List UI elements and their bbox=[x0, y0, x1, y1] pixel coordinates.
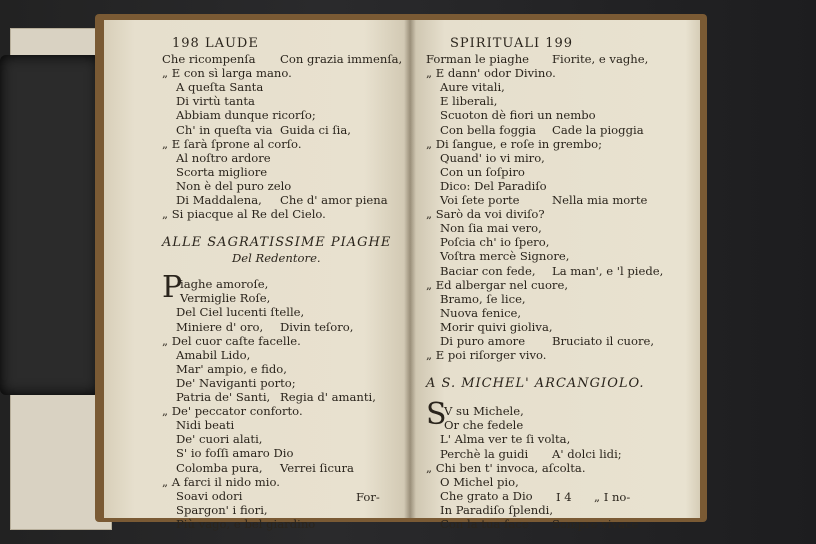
verse-line-right: Verrei ſicura bbox=[280, 460, 354, 475]
verse-line: Voi ſete porte bbox=[440, 193, 520, 207]
verse-line-right: Nella mia morte bbox=[552, 193, 648, 207]
verse-line-right: Guida ci ſia, bbox=[280, 122, 351, 137]
verse-line: De' cuori alati, bbox=[176, 432, 263, 447]
verse-line: „ Del cuor caſte facelle. bbox=[162, 333, 301, 348]
verse-line: Di virtù tanta bbox=[176, 94, 255, 109]
verse-line: Con un ſoſpiro bbox=[440, 164, 525, 179]
verse-line-right: Divin teſoro, bbox=[280, 319, 354, 334]
signature-mark: I 4 bbox=[556, 490, 572, 504]
verse-line: V su Michele, bbox=[444, 404, 524, 419]
verse-line: Nuova fenice, bbox=[440, 305, 522, 320]
verse-line: Mar' ampio, e fido, bbox=[176, 361, 287, 376]
verse-line: Bramo, ſe lice, bbox=[440, 291, 526, 306]
verse-line: Che ricompenſa bbox=[162, 52, 256, 66]
verse-line: Abbiam dunque ricorſo; bbox=[176, 108, 316, 123]
verse-line-right: Regia d' amanti, bbox=[280, 390, 376, 404]
verse-line: Patria de' Santi, bbox=[176, 390, 271, 404]
verse-line: „ De' peccator conforto. bbox=[162, 404, 303, 419]
verse-line: Perchè la guidi bbox=[440, 446, 529, 461]
verse-line: Poſcia ch' io ſpero, bbox=[440, 235, 550, 250]
verse-line-right: La man', e 'l piede, bbox=[552, 263, 664, 278]
verse-line: iaghe amoroſe, bbox=[180, 277, 269, 292]
verse-line: Voſtra mercè Signore, bbox=[440, 249, 570, 264]
verse-line: Morir quivi gioliva, bbox=[440, 319, 553, 334]
verse-line: Più vago, e bel giardino bbox=[176, 516, 316, 531]
verse-line: Che grato a Dio bbox=[440, 488, 533, 503]
verse-line: Dico: Del Paradiſo bbox=[440, 178, 547, 193]
verse-line: S' io foſſi amaro Dio bbox=[176, 446, 294, 461]
verse-line: Di puro amore bbox=[440, 334, 526, 348]
catchword: „ I no- bbox=[594, 490, 631, 504]
catchword: For- bbox=[356, 490, 380, 504]
verse-line: Non ſia mai vero, bbox=[440, 221, 542, 236]
verse-line-right: Sempre vivace bbox=[552, 517, 639, 531]
verse-line: „ A farci il nido mio. bbox=[162, 474, 280, 489]
verse-line: Scuoton dè fiori un nembo bbox=[440, 108, 596, 123]
verse-line: „ Sarò da voi diviſo? bbox=[426, 207, 545, 222]
verse-line: Amabil Lido, bbox=[176, 347, 251, 362]
verse-line-right: Cade la pioggia bbox=[552, 122, 644, 137]
felt-cushion bbox=[0, 55, 100, 395]
verse-line: Scorta migliore bbox=[176, 164, 268, 179]
verse-line: Colomba pura, bbox=[176, 460, 263, 475]
verse-line: Forman le piaghe bbox=[426, 52, 530, 66]
verse-line: Con la tua face bbox=[440, 517, 529, 531]
verse-line: Del Ciel lucenti ſtelle, bbox=[176, 305, 305, 320]
verse-line: E liberali, bbox=[440, 94, 498, 109]
section-title: A S. MICHEL' ARCANGIOLO. bbox=[426, 376, 645, 392]
running-head-right: SPIRITUALI 199 bbox=[450, 36, 574, 51]
running-head-left: 198 LAUDE bbox=[172, 36, 259, 51]
verse-line-right: Fiorite, e vaghe, bbox=[552, 52, 649, 66]
verse-line: Nidi beati bbox=[176, 418, 235, 433]
verse-line: Di Maddalena, bbox=[176, 193, 262, 207]
verse-line: Con bella foggia bbox=[440, 122, 537, 137]
verse-line: „ E con sì larga mano. bbox=[162, 66, 292, 81]
verse-line-right: Bruciato il cuore, bbox=[552, 334, 655, 348]
section-subtitle: Del Redentore. bbox=[232, 251, 321, 266]
verse-line: Al noſtro ardore bbox=[176, 150, 271, 165]
verse-line: Non è del puro zelo bbox=[176, 178, 292, 193]
verse-line: Ch' in queſta via bbox=[176, 122, 273, 137]
book-gutter bbox=[404, 20, 416, 518]
verse-line: Vermiglie Roſe, bbox=[180, 291, 271, 306]
verse-line: Spargon' i fiori, bbox=[176, 502, 268, 517]
verse-line-right: Che d' amor piena bbox=[280, 193, 388, 207]
verse-line: Quand' io vi miro, bbox=[440, 150, 545, 165]
drop-cap: P bbox=[162, 270, 183, 306]
verse-line-right: Con grazia immenſa, bbox=[280, 52, 403, 66]
section-title: ALLE SAGRATISSIME PIAGHE bbox=[162, 235, 392, 251]
left-page bbox=[104, 20, 410, 531]
verse-line: „ E ſarà ſprone al corſo. bbox=[162, 136, 302, 151]
verse-line: In Paradiſo ſplendi, bbox=[440, 502, 554, 517]
verse-line: „ Di ſangue, e roſe in grembo; bbox=[426, 136, 603, 151]
drop-cap: S bbox=[426, 397, 447, 433]
verse-line: „ E poi riſorger vivo. bbox=[426, 348, 547, 363]
verse-line: „ Chi ben t' invoca, aſcolta. bbox=[426, 460, 586, 475]
verse-line: Or che fedele bbox=[444, 418, 524, 433]
verse-line: Miniere d' oro, bbox=[176, 319, 264, 334]
verse-line: De' Naviganti porto; bbox=[176, 375, 296, 390]
verse-line: Soavi odori bbox=[176, 488, 243, 503]
verse-line: L' Alma ver te ſi volta, bbox=[440, 432, 571, 447]
right-page bbox=[410, 20, 700, 531]
verse-line: A queſta Santa bbox=[176, 80, 264, 95]
verse-line: „ Ed albergar nel cuore, bbox=[426, 277, 569, 292]
verse-line: „ Si piacque al Re del Cielo. bbox=[162, 207, 326, 222]
verse-line: „ E dann' odor Divino. bbox=[426, 66, 556, 81]
verse-line: O Michel pio, bbox=[440, 474, 519, 489]
verse-line: Aure vitali, bbox=[440, 80, 505, 95]
verse-line-right: A' dolci lidi; bbox=[552, 446, 622, 461]
verse-line: Baciar con fede, bbox=[440, 263, 536, 278]
